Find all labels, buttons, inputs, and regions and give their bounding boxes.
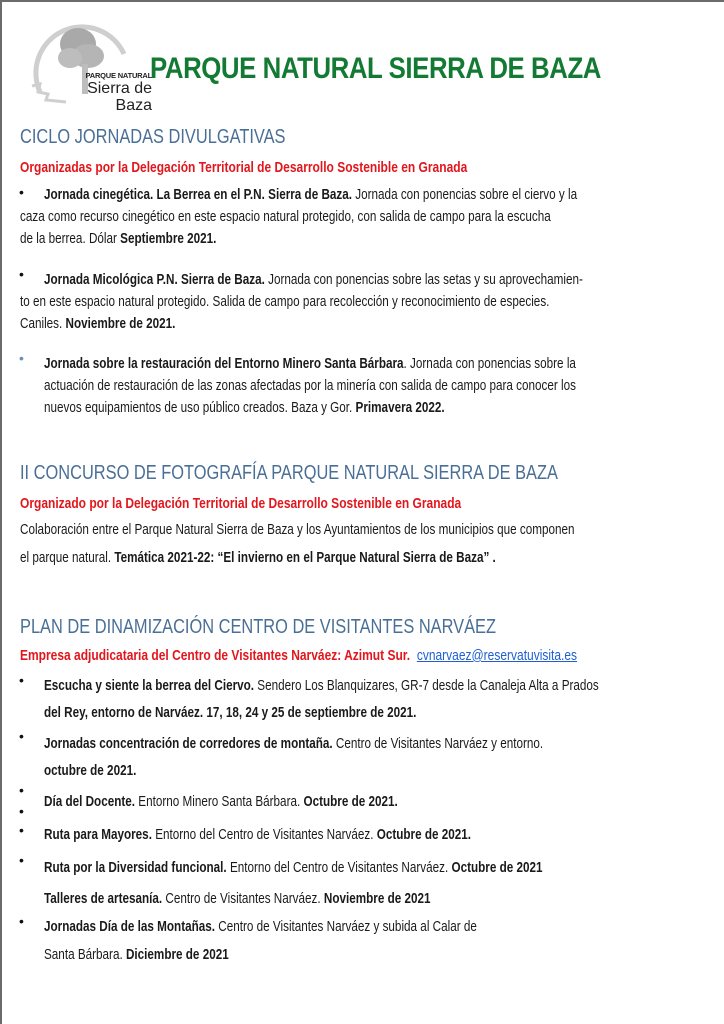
- bullet-icon: •: [19, 728, 24, 744]
- plan-item-2-line2: octubre de 2021.: [44, 762, 137, 779]
- ciclo-item-1-line1: Jornada cinegética. La Berrea en el P.N. Sierra de Baza. Jornada con ponencias sobre el ciervo y la: [44, 186, 578, 203]
- park-logo: [26, 14, 152, 114]
- concurso-organizer: Organizado por la Delegación Territorial de Desarrollo Sostenible en Granada: [20, 495, 462, 512]
- bullet-icon: •: [19, 852, 24, 868]
- logo-line1: Sierra de: [87, 79, 152, 97]
- plan-item-5: Ruta por la Diversidad funcional. Entorno del Centro de Visitantes Narváez. Octubre de 2021: [44, 859, 543, 876]
- ciclo-item-3-line3: nuevos equipamientos de uso público creados. Baza y Gor. Primavera 2022.: [44, 399, 445, 416]
- plan-item-7-line2: Santa Bárbara. Diciembre de 2021: [44, 946, 229, 963]
- ciclo-item-1-line2: caza como recurso cinegético en este espacio natural protegido, con salida de campo para la escucha: [20, 208, 551, 225]
- ciclo-item-3-line1: Jornada sobre la restauración del Entorno Minero Santa Bárbara. Jornada con ponencias sobre la: [44, 355, 576, 372]
- bullet-icon: •: [19, 822, 24, 838]
- bullet-icon: •: [19, 782, 24, 798]
- plan-item-1-line1: Escucha y siente la berrea del Ciervo. Sendero Los Blanquizares, GR-7 desde la Canaleja Alta a Prados: [44, 677, 599, 694]
- ciclo-item-2-line2: to en este espacio natural protegido. Salida de campo para recolección y reconocimiento de especies.: [20, 293, 550, 310]
- plan-item-4: Ruta para Mayores. Entorno del Centro de Visitantes Narváez. Octubre de 2021.: [44, 826, 472, 843]
- bullet-icon: •: [19, 672, 24, 688]
- plan-item-2-line1: Jornadas concentración de corredores de montaña. Centro de Visitantes Narváez y entorno.: [44, 735, 544, 752]
- section-title-plan: PLAN DE DINAMIZACIÓN CENTRO DE VISITANTES NARVÁEZ: [20, 616, 496, 638]
- ciclo-item-2-line1: Jornada Micológica P.N. Sierra de Baza. Jornada con ponencias sobre las setas y su aprovechamien-: [44, 271, 583, 288]
- plan-item-7-line1: Jornadas Día de las Montañas. Centro de Visitantes Narváez y subida al Calar de: [44, 918, 477, 935]
- logo-small-text: PARQUE NATURAL: [85, 71, 152, 80]
- bullet-icon: •: [19, 350, 24, 366]
- section-title-concurso: II CONCURSO DE FOTOGRAFÍA PARQUE NATURAL SIERRA DE BAZA: [20, 462, 558, 484]
- ciclo-organizer: Organizadas por la Delegación Territorial de Desarrollo Sostenible en Granada: [20, 159, 468, 176]
- bullet-icon: •: [19, 184, 24, 200]
- bullet-icon: •: [19, 803, 24, 819]
- ciclo-item-1-line3: de la berrea. Dólar Septiembre 2021.: [20, 230, 217, 247]
- page-title: PARQUE NATURAL SIERRA DE BAZA: [150, 52, 601, 85]
- plan-item-6: Talleres de artesanía. Centro de Visitantes Narváez. Noviembre de 2021: [44, 890, 431, 907]
- concurso-line2: el parque natural. Temática 2021-22: “El invierno en el Parque Natural Sierra de Baza” .: [20, 549, 496, 566]
- plan-item-3: Día del Docente. Entorno Minero Santa Bárbara. Octubre de 2021.: [44, 793, 398, 810]
- plan-organizer: Empresa adjudicataria del Centro de Visitantes Narváez: Azimut Sur. cvnarvaez@reservatuvisita.es: [20, 647, 578, 664]
- ciclo-item-2-line3: Caniles. Noviembre de 2021.: [20, 315, 176, 332]
- bullet-icon: •: [19, 913, 24, 929]
- plan-item-1-line2: del Rey, entorno de Narváez. 17, 18, 24 y 25 de septiembre de 2021.: [44, 704, 417, 721]
- logo-line2: Baza: [115, 96, 152, 114]
- ciclo-item-3-line2: actuación de restauración de las zonas afectadas por la minería con salida de campo para conocer los: [44, 377, 577, 394]
- email-link[interactable]: cvnarvaez@reservatuvisita.es: [416, 647, 578, 664]
- concurso-line1: Colaboración entre el Parque Natural Sierra de Baza y los Ayuntamientos de los municipios que componen: [20, 521, 575, 538]
- section-title-ciclo: CICLO JORNADAS DIVULGATIVAS: [20, 126, 286, 148]
- bullet-icon: •: [19, 266, 24, 282]
